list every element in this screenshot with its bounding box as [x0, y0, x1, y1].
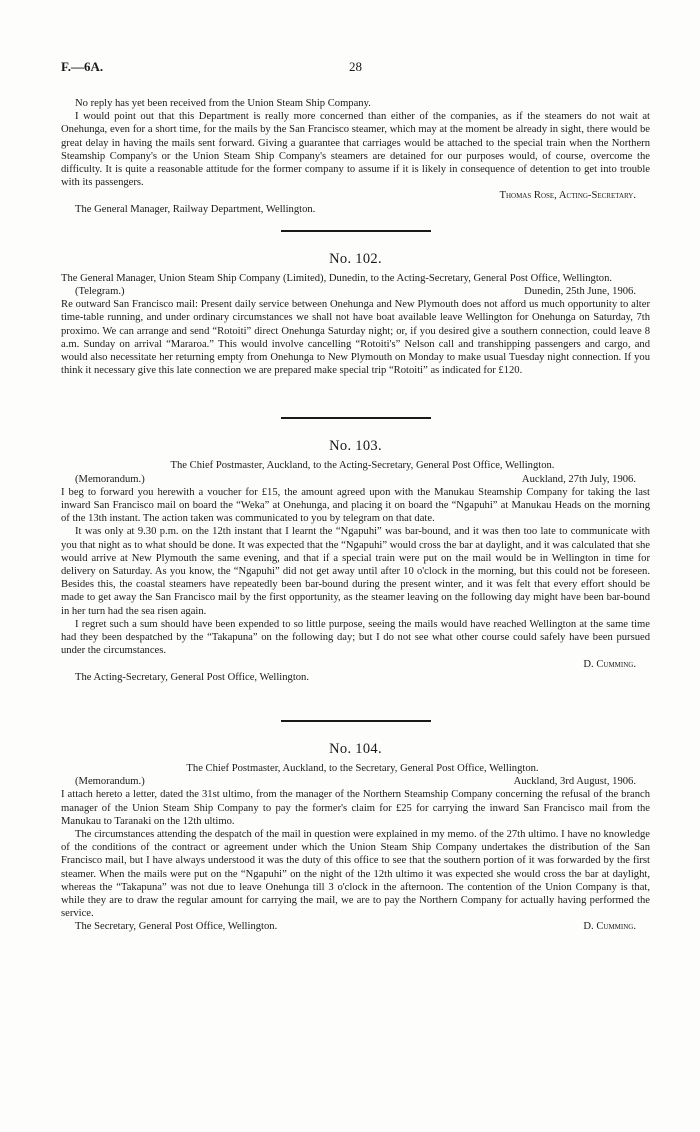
section-divider [281, 720, 431, 722]
addressee: The Acting-Secretary, General Post Office, Wellington. [75, 671, 310, 683]
letter-meta [61, 775, 650, 788]
letter-date: Auckland, 3rd August, 1906. [513, 776, 636, 788]
paragraph: I regret such a sum should have been expended to so little purpose, seeing the mails would have reached Wellington at the same time had they been despatched by the “Takapuna” on the following day; but I do not see what other course could safely have been pursued under the circumstances. [61, 618, 650, 657]
letter-type: (Telegram.) [75, 286, 125, 298]
signature: D. Cumming. [583, 658, 636, 670]
letter-date: Auckland, 27th July, 1906. [521, 473, 636, 485]
page-content [61, 97, 650, 934]
paragraph: Re outward San Francisco mail: Present daily service between Onehunga and New Plymouth does not afford us much opportunity to alter time-table running, and under ordinary circumstances we shall not have boat available leave Wellington for Onehunga on Saturday, 7th proximo. We can arrange and send “Rotoiti” direct Onehunga Saturday night; or, if you desired give a southern connection, could leave 8 a.m. Sunday on arrival “Mararoa.” This would involve cancelling “Rotoiti's” Nelson call and transhipping passengers and cargo, and would also necessitate her returning empty from Onehunga to New Plymouth on Monday to make usual Tuesday night connection. If you think it necessary give this late connection we are prepared make special trip “Rotoiti” as indicated for £120. [61, 299, 650, 377]
letter-no-104 [61, 740, 650, 934]
letter-meta [61, 285, 650, 298]
letter-heading: The Chief Postmaster, Auckland, to the Secretary, General Post Office, Wellington. [186, 762, 539, 774]
paragraph: I beg to forward you herewith a voucher for £15, the amount agreed upon with the Manukau Steamship Company for taking the last inward San Francisco mail on board the “Weka” at Onehunga, and placing it on board the “Ngapuhi” at Manukau Heads on the morning of the 13th instant. The action taken was communicated to you by telegram on that date. [61, 486, 650, 525]
section-divider [281, 230, 431, 232]
letter-no-103 [61, 437, 650, 683]
letter-heading: The Chief Postmaster, Auckland, to the Acting-Secretary, General Post Office, Wellington. [170, 460, 555, 472]
letter-heading: The General Manager, Union Steam Ship Company (Limited), Dunedin, to the Acting-Secretary, General Post Office, Wellington. [61, 272, 613, 284]
letter-continuation [61, 97, 650, 216]
letter-meta [61, 473, 650, 486]
paragraph: I would point out that this Department is really more concerned than either of the companies, as if the steamers do not wait at Onehunga, even for a short time, for the mails by the San Francisco steamer, which may at the moment be already in sight, there would be great delay in having the mails sent forward. Giving a guarantee that carriages would be attached to the special train when the Northern Steamship Company's or the Union Steam Ship Company's steamers are detained for our purposes would, of course, overcome the difficulty. It is quite a reasonable attitude for the former company to assume if it is likely in consequence of detention to get into trouble with its passengers. [61, 111, 650, 189]
paragraph: I attach hereto a letter, dated the 31st ultimo, from the manager of the Northern Steamship Company concerning the refusal of the branch manager of the Union Steam Ship Company to pay the former's claim for £25 for carrying the inward San Francisco mail from the Manukau to Taranaki on the 12th ultimo. [61, 789, 650, 827]
letter-number: No. 104. [329, 740, 382, 757]
letter-number: No. 103. [329, 438, 382, 455]
signature: D. Cumming. [583, 921, 636, 933]
letter-number: No. 102. [329, 250, 382, 267]
page-number: 28 [349, 59, 362, 74]
document-reference: F.—6A. [61, 59, 104, 74]
paragraph: It was only at 9.30 p.m. on the 12th instant that I learnt the “Ngapuhi” was bar-bound, and it was then too late to communicate with you that night as to what should be done. It was expected that the “Ngapuhi” would cross the bar at daylight, and it was calculated that she would arrive at New Plymouth the same evening, and that if a special train were put on the mail would be in Wellington in time for delivery on Saturday. As you know, the “Ngapuhi” did not get away until after 10 o'clock in the morning, but this could not be foreseen. Besides this, the coastal steamers have repeatedly been bar-bound during the present winter, and it was felt that every effort should be made to get away the San Francisco mail by the first opportunity, as the steamer leaving on the following day might have been bar-bound in her turn had the sea risen again. [61, 526, 650, 617]
page-header [61, 60, 650, 80]
letter-type: (Memorandum.) [75, 473, 145, 485]
section-divider [281, 417, 431, 419]
paragraph: The circumstances attending the despatch of the mail in question were explained in my memo. of the 27th ultimo. I have no knowledge of the conditions of the contract or agreement under which the Union Steam Ship Company undertakes the distribution of the San Francisco mail, but I have always understood it was the duty of this office to see that the southern portion of it was forwarded by the first steamer. When the mails were put on the “Ngapuhi” on the night of the 12th ultimo it was expected she would cross the bar at daylight, whereas the “Takapuna” was not due to leave Onehunga till 3 o'clock in the afternoon. The contention of the Union Company is that, while they are to draw the regular amount for carrying the mail, we are to pay the Northern Company for actually having performed the service. [61, 828, 650, 920]
paragraph: No reply has yet been received from the Union Steam Ship Company. [75, 98, 371, 109]
letter-type: (Memorandum.) [75, 776, 145, 788]
signature: Thomas Rose, Acting-Secretary. [499, 190, 636, 202]
letter-no-102 [61, 250, 650, 378]
closing-line [61, 920, 650, 933]
addressee: The Secretary, General Post Office, Wellington. [75, 921, 278, 933]
letter-date: Dunedin, 25th June, 1906. [524, 286, 636, 298]
addressee: The General Manager, Railway Department, Wellington. [75, 203, 316, 215]
